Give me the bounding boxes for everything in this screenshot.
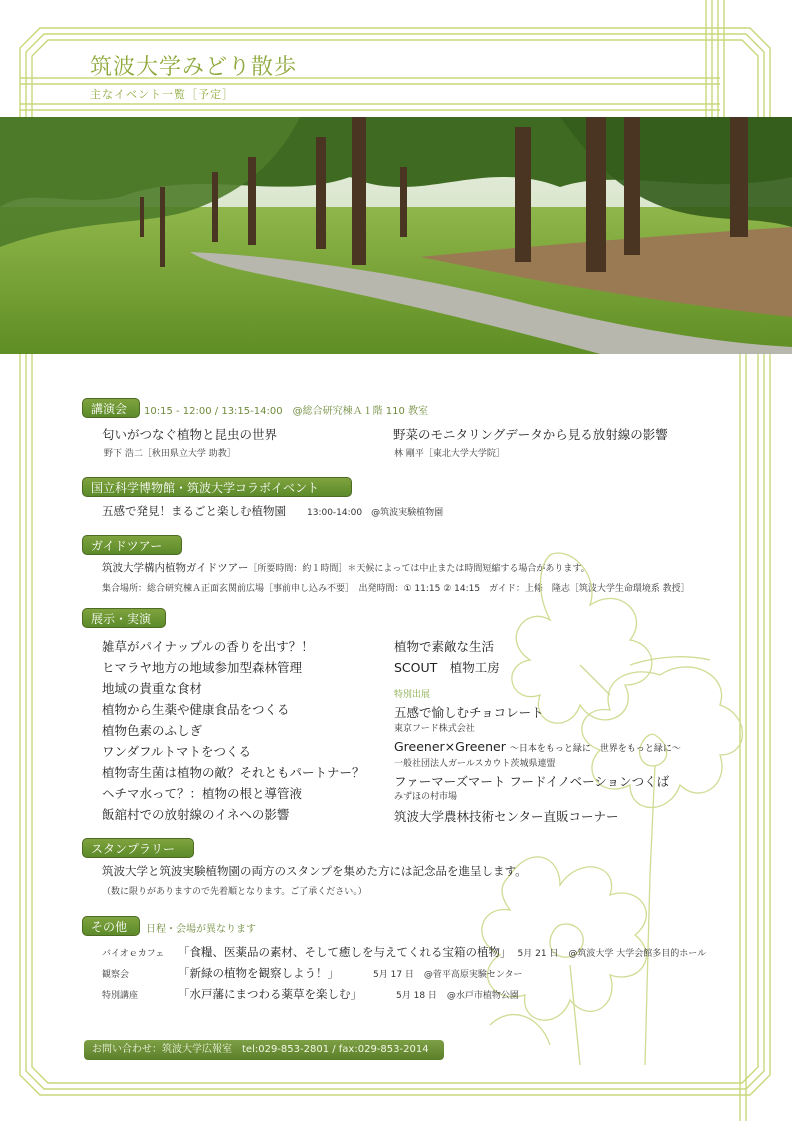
exhibit-item: 雑草がパイナップルの香りを出す？！ — [102, 639, 314, 654]
exhibit-item: 地域の貴重な食材 — [102, 681, 203, 696]
other-row-date: 5月 18 日 — [396, 991, 437, 1001]
exhibit-item: 飯舘村での放射線のイネへの影響 — [102, 807, 290, 822]
guide-tour-note: ［所要時間：約１時間］＊天候によっては中止または時間短縮する場合があります。 — [248, 564, 590, 574]
collab-badge: 国立科学博物館・筑波大学コラボイベント — [82, 477, 352, 497]
other-row-date: 5月 17 日 — [373, 970, 414, 980]
guide-tour-title: 筑波大学構内植物ガイドツアー — [102, 562, 249, 574]
contact-bar: お問い合わせ：筑波大学広報室 tel:029-853-2801 / fax:029-853-2014 — [84, 1040, 444, 1060]
exhibit-item: 植物から生薬や健康食品をつくる — [102, 702, 290, 717]
guide-badge: ガイドツアー — [82, 535, 182, 555]
exhibits-right-item-2: SCOUT 植物工房 — [394, 660, 500, 675]
other-row-place: @筑波大学 大学会館多目的ホール — [568, 949, 707, 959]
special-exhibit-label: 特別出展 — [394, 690, 431, 700]
lecture-talk-1-title: 匂いがつなぐ植物と昆虫の世界 — [102, 427, 278, 442]
lecture-talk-2-title: 野菜のモニタリングデータから見る放射線の影響 — [393, 427, 668, 442]
other-row-title: 「新緑の植物を観察しよう！」 — [178, 966, 339, 980]
special-item-2-title — [394, 739, 681, 754]
special-item-2-name: Greener×Greener — [394, 739, 506, 754]
lecture-talk-1-speaker: 野下 浩二［秋田県立大学 助教］ — [104, 449, 236, 459]
other-row-kind: バイオｅカフェ — [102, 949, 165, 959]
collab-meta: 13:00-14:00 @筑波実験植物園 — [307, 508, 444, 518]
exhibit-item: ヒマラヤ地方の地域参加型森林管理 — [102, 660, 303, 675]
special-item-1-title: 五感で愉しむチョコレート — [394, 705, 544, 720]
exhibits-badge: 展示・実演 — [82, 608, 166, 628]
exhibit-item: ワンダフルトマトをつくる — [102, 744, 252, 759]
other-row-title: 「食糧、医薬品の素材、そして癒しを与えてくれる宝箱の植物」 — [178, 945, 512, 959]
exhibits-right-item-1: 植物で素敵な生活 — [394, 639, 495, 654]
stamp-note: （数に限りがありますので先着順となります。ご了承ください。） — [102, 887, 367, 897]
other-row-kind: 観察会 — [102, 970, 130, 980]
exhibit-item: 植物色素のふしぎ — [102, 723, 203, 738]
other-row-place: @水戸市植物公園 — [446, 991, 519, 1001]
other-row-title: 「水戸藩にまつわる薬草を楽しむ」 — [178, 987, 362, 1001]
other-badge: その他 — [82, 916, 140, 936]
exhibit-item: ヘチマ水って？：植物の根と導管液 — [102, 786, 303, 801]
other-row-kind: 特別講座 — [102, 991, 139, 1001]
forest-path-photo — [0, 117, 792, 354]
other-row — [102, 983, 519, 1002]
special-item-3-org: みずほの村市場 — [394, 792, 458, 802]
other-row — [102, 962, 523, 981]
page-title: 筑波大学みどり散歩 — [90, 55, 298, 80]
collab-title: 五感で発見！まるごと楽しむ植物園 — [102, 504, 286, 518]
other-meta: 日程・会場が異なります — [146, 924, 256, 935]
special-item-3-title: ファーマーズマート フードイノベーションつくば — [394, 774, 670, 789]
other-row — [102, 941, 706, 960]
special-item-1-org: 東京フード株式会社 — [394, 724, 475, 734]
stamp-text: 筑波大学と筑波実験植物園の両方のスタンプを集めた方には記念品を進呈します。 — [102, 864, 527, 878]
exhibit-item: 植物寄生菌は植物の敵？それともパートナー？ — [102, 765, 365, 780]
lecture-badge: 講演会 — [82, 398, 140, 418]
other-row-date: 5月 21 日 — [517, 949, 559, 959]
guide-line-2: 集合場所：総合研究棟Ａ正面玄関前広場［事前申し込み不要］ 出発時間：① 11:15 ② 14:15 ガイド：上條 隆志［筑波大学生命環境系 教授］ — [102, 584, 690, 594]
lecture-talk-2-speaker: 林 剛平［東北大学大学院］ — [394, 449, 505, 459]
special-item-2-tagline: 〜日本をもっと緑に 世界をもっと緑に〜 — [509, 744, 681, 754]
page-subtitle: 主なイベント一覧［予定］ — [90, 88, 234, 101]
special-item-2-org: 一般社団法人ガールスカウト茨城県連盟 — [394, 759, 556, 769]
special-item-4-title: 筑波大学農林技術センター直販コーナー — [394, 809, 619, 824]
other-row-place: @菅平高原実験センター — [423, 970, 523, 980]
stamp-badge: スタンプラリー — [82, 838, 194, 858]
lecture-meta: 10:15 - 12:00 / 13:15-14:00 @総合研究棟Ａ１階 110 教室 — [144, 406, 429, 417]
